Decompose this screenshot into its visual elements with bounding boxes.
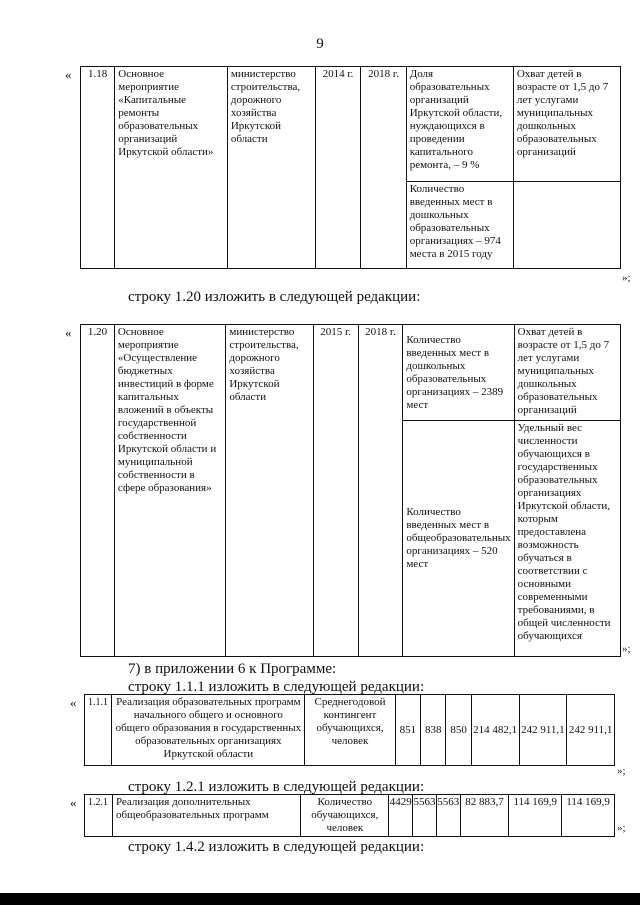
quote-close: »;: [622, 643, 631, 655]
result-cell: Удельный вес численности обучающихся в государственных образовательных организациях Иркутской области, которым предоставлена возможность обучаться в соответствии с основными современными требованиями, в общей численности обучающихся: [514, 421, 620, 657]
paragraph-1-4-2: строку 1.4.2 изложить в следующей редакции:: [128, 839, 425, 855]
quote-open: «: [65, 325, 72, 340]
quote-close: »;: [617, 765, 626, 777]
result-cell: [513, 182, 620, 269]
value-cell: 838: [421, 695, 446, 766]
year-end-cell: 2018 г.: [358, 325, 403, 657]
indicator-cell: Доля образовательных организаций Иркутской области, нуждающихся в проведении капитального ремонта, – 9 %: [406, 67, 513, 182]
table-row-1-2-1: [84, 794, 615, 837]
page-number: 9: [316, 36, 324, 52]
row-number: 1.20: [81, 325, 115, 657]
value-cell: 242 911,1: [519, 695, 567, 766]
activity-cell: Основное мероприятие «Осуществление бюджетных инвестиций в форме капитальных вложений в объекты государственной собственности Иркутской области и муниципальной собственности в сфере образования»: [114, 325, 225, 657]
year-start-cell: 2015 г.: [313, 325, 358, 657]
result-cell: Охват детей в возрасте от 1,5 до 7 лет услугами муниципальных дошкольных образовательных организаций: [514, 325, 620, 421]
year-end-cell: 2018 г.: [361, 67, 406, 269]
paragraph-1-2-1: строку 1.2.1 изложить в следующей редакции:: [128, 779, 425, 795]
executor-cell: министерство строительства, дорожного хозяйства Иркутской области: [226, 325, 313, 657]
indicator-cell: Количество введенных мест в общеобразовательных организациях – 520 мест: [403, 421, 514, 657]
value-cell: 114 169,9: [509, 795, 562, 837]
row-number: 1.18: [81, 67, 115, 269]
value-cell: 4429: [389, 795, 413, 837]
row-number: 1.2.1: [85, 795, 113, 837]
indicator-cell: Количество введенных мест в дошкольных образовательных организациях – 974 места в 2015 году: [406, 182, 513, 269]
value-cell: 850: [446, 695, 471, 766]
row-number: 1.1.1: [85, 695, 112, 766]
value-cell: 114 169,9: [562, 795, 615, 837]
indicator-cell: Среднегодовой контингент обучающихся, человек: [305, 695, 395, 766]
paragraph-1-20: строку 1.20 изложить в следующей редакции:: [128, 289, 421, 305]
quote-open: «: [70, 695, 77, 710]
quote-close: »;: [617, 822, 626, 834]
value-cell: 851: [395, 695, 420, 766]
value-cell: 5563: [436, 795, 460, 837]
value-cell: 82 883,7: [460, 795, 509, 837]
table-row-1-20: [80, 324, 621, 657]
activity-cell: Основное мероприятие «Капитальные ремонты образовательных организаций Иркутской области»: [115, 67, 228, 269]
indicator-cell: Количество введенных мест в дошкольных образовательных организациях – 2389 мест: [403, 325, 514, 421]
quote-open: «: [65, 67, 72, 82]
quote-open: «: [70, 795, 77, 810]
quote-close: »;: [622, 272, 631, 284]
value-cell: 214 482,1: [471, 695, 519, 766]
executor-cell: министерство строительства, дорожного хозяйства Иркутской области: [227, 67, 315, 269]
paragraph-1-1-1: строку 1.1.1 изложить в следующей редакции:: [128, 679, 425, 695]
value-cell: 5563: [413, 795, 437, 837]
table-row-1-1-1: [84, 694, 615, 766]
value-cell: 242 911,1: [567, 695, 615, 766]
paragraph-7: 7) в приложении 6 к Программе:: [128, 661, 337, 677]
name-cell: Реализация дополнительных общеобразовательных программ: [112, 795, 300, 837]
scan-edge-bar: [0, 893, 640, 905]
year-start-cell: 2014 г.: [315, 67, 360, 269]
table-row-1-18: [80, 66, 621, 269]
name-cell: Реализация образовательных программ начального общего и основного общего образования в государственных образовательных организациях Иркутской области: [112, 695, 305, 766]
result-cell: Охват детей в возрасте от 1,5 до 7 лет услугами муниципальных дошкольных образовательных организаций: [513, 67, 620, 182]
indicator-cell: Количество обучающихся, человек: [301, 795, 389, 837]
